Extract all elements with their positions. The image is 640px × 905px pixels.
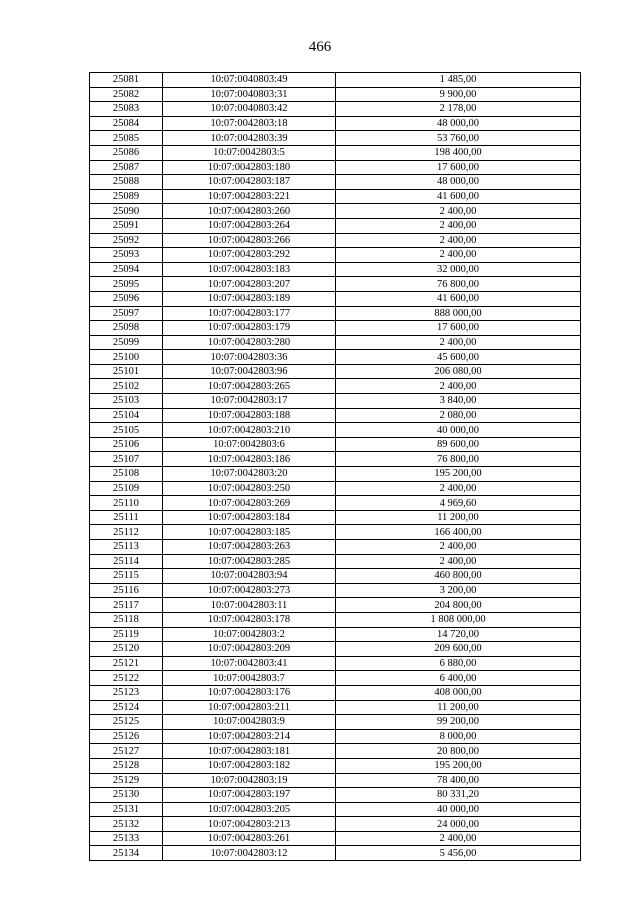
cadastral-number-cell: 10:07:0042803:263 [163, 540, 336, 555]
cadastral-value-cell: 9 900,00 [336, 87, 581, 102]
table-row [90, 802, 581, 817]
table-row [90, 189, 581, 204]
cadastral-value-cell: 14 720,00 [336, 627, 581, 642]
cadastral-value-cell: 888 000,00 [336, 306, 581, 321]
cadastral-value-cell: 17 600,00 [336, 160, 581, 175]
row-number-cell: 25086 [90, 145, 163, 160]
cadastral-value-cell: 80 331,20 [336, 788, 581, 803]
table-row [90, 175, 581, 190]
cadastral-number-cell: 10:07:0042803:260 [163, 204, 336, 219]
table-row [90, 598, 581, 613]
cadastral-number-cell: 10:07:0042803:184 [163, 510, 336, 525]
cadastral-value-cell: 20 800,00 [336, 744, 581, 759]
table-row [90, 744, 581, 759]
cadastral-number-cell: 10:07:0042803:17 [163, 394, 336, 409]
table-row [90, 700, 581, 715]
cadastral-number-cell: 10:07:0042803:5 [163, 145, 336, 160]
row-number-cell: 25114 [90, 554, 163, 569]
cadastral-number-cell: 10:07:0042803:180 [163, 160, 336, 175]
cadastral-number-cell: 10:07:0042803:20 [163, 467, 336, 482]
cadastral-number-cell: 10:07:0042803:210 [163, 423, 336, 438]
cadastral-number-cell: 10:07:0040803:42 [163, 102, 336, 117]
cadastral-value-cell: 4 969,60 [336, 496, 581, 511]
cadastral-value-cell: 2 400,00 [336, 481, 581, 496]
cadastral-value-cell: 2 080,00 [336, 408, 581, 423]
row-number-cell: 25133 [90, 831, 163, 846]
cadastral-value-cell: 2 400,00 [336, 379, 581, 394]
row-number-cell: 25083 [90, 102, 163, 117]
cadastral-value-cell: 209 600,00 [336, 642, 581, 657]
cadastral-value-cell: 408 000,00 [336, 685, 581, 700]
cadastral-number-cell: 10:07:0042803:183 [163, 262, 336, 277]
cadastral-value-cell: 1 808 000,00 [336, 612, 581, 627]
cadastral-number-cell: 10:07:0042803:189 [163, 291, 336, 306]
row-number-cell: 25108 [90, 467, 163, 482]
cadastral-value-cell: 3 840,00 [336, 394, 581, 409]
row-number-cell: 25096 [90, 291, 163, 306]
row-number-cell: 25094 [90, 262, 163, 277]
table-row [90, 87, 581, 102]
table-row [90, 102, 581, 117]
table-row [90, 481, 581, 496]
cadastral-number-cell: 10:07:0042803:264 [163, 218, 336, 233]
row-number-cell: 25109 [90, 481, 163, 496]
cadastral-number-cell: 10:07:0042803:12 [163, 846, 336, 861]
row-number-cell: 25111 [90, 510, 163, 525]
row-number-cell: 25106 [90, 437, 163, 452]
cadastral-number-cell: 10:07:0042803:176 [163, 685, 336, 700]
table-row [90, 233, 581, 248]
table-row [90, 656, 581, 671]
table-row [90, 773, 581, 788]
table-row [90, 642, 581, 657]
cadastral-value-cell: 2 400,00 [336, 248, 581, 263]
cadastral-number-cell: 10:07:0042803:186 [163, 452, 336, 467]
cadastral-value-cell: 5 456,00 [336, 846, 581, 861]
cadastral-number-cell: 10:07:0042803:185 [163, 525, 336, 540]
cadastral-number-cell: 10:07:0042803:177 [163, 306, 336, 321]
table-row [90, 306, 581, 321]
row-number-cell: 25128 [90, 758, 163, 773]
table-row [90, 379, 581, 394]
row-number-cell: 25115 [90, 569, 163, 584]
table-row [90, 496, 581, 511]
row-number-cell: 25124 [90, 700, 163, 715]
cadastral-number-cell: 10:07:0042803:11 [163, 598, 336, 613]
table-row [90, 685, 581, 700]
cadastral-number-cell: 10:07:0042803:205 [163, 802, 336, 817]
table-row [90, 145, 581, 160]
cadastral-number-cell: 10:07:0042803:292 [163, 248, 336, 263]
row-number-cell: 25097 [90, 306, 163, 321]
row-number-cell: 25103 [90, 394, 163, 409]
table-row [90, 831, 581, 846]
cadastral-number-cell: 10:07:0042803:211 [163, 700, 336, 715]
row-number-cell: 25092 [90, 233, 163, 248]
table-row [90, 291, 581, 306]
row-number-cell: 25093 [90, 248, 163, 263]
cadastral-value-cell: 53 760,00 [336, 131, 581, 146]
cadastral-value-table [89, 72, 581, 861]
row-number-cell: 25125 [90, 715, 163, 730]
row-number-cell: 25131 [90, 802, 163, 817]
cadastral-number-cell: 10:07:0042803:181 [163, 744, 336, 759]
cadastral-number-cell: 10:07:0042803:41 [163, 656, 336, 671]
cadastral-number-cell: 10:07:0042803:18 [163, 116, 336, 131]
cadastral-value-cell: 2 400,00 [336, 233, 581, 248]
table-row [90, 788, 581, 803]
row-number-cell: 25105 [90, 423, 163, 438]
row-number-cell: 25090 [90, 204, 163, 219]
table-row [90, 715, 581, 730]
page-number: 466 [308, 39, 332, 55]
cadastral-value-cell: 206 080,00 [336, 364, 581, 379]
cadastral-value-cell: 2 400,00 [336, 335, 581, 350]
cadastral-number-cell: 10:07:0042803:178 [163, 612, 336, 627]
row-number-cell: 25100 [90, 350, 163, 365]
cadastral-value-cell: 1 485,00 [336, 73, 581, 88]
table-row [90, 248, 581, 263]
table-row [90, 204, 581, 219]
cadastral-number-cell: 10:07:0042803:7 [163, 671, 336, 686]
row-number-cell: 25087 [90, 160, 163, 175]
cadastral-number-cell: 10:07:0042803:214 [163, 729, 336, 744]
cadastral-number-cell: 10:07:0042803:209 [163, 642, 336, 657]
cadastral-number-cell: 10:07:0042803:197 [163, 788, 336, 803]
row-number-cell: 25130 [90, 788, 163, 803]
row-number-cell: 25082 [90, 87, 163, 102]
table-row [90, 817, 581, 832]
cadastral-number-cell: 10:07:0042803:94 [163, 569, 336, 584]
cadastral-value-cell: 2 400,00 [336, 540, 581, 555]
cadastral-value-cell: 195 200,00 [336, 467, 581, 482]
cadastral-value-cell: 24 000,00 [336, 817, 581, 832]
row-number-cell: 25088 [90, 175, 163, 190]
table-row [90, 540, 581, 555]
row-number-cell: 25095 [90, 277, 163, 292]
row-number-cell: 25102 [90, 379, 163, 394]
cadastral-value-cell: 76 800,00 [336, 277, 581, 292]
table-row [90, 131, 581, 146]
cadastral-value-cell: 2 178,00 [336, 102, 581, 117]
table-row [90, 846, 581, 861]
table-row [90, 437, 581, 452]
cadastral-value-cell: 48 000,00 [336, 116, 581, 131]
cadastral-value-cell: 41 600,00 [336, 291, 581, 306]
row-number-cell: 25122 [90, 671, 163, 686]
cadastral-value-cell: 198 400,00 [336, 145, 581, 160]
row-number-cell: 25120 [90, 642, 163, 657]
table-row [90, 583, 581, 598]
row-number-cell: 25116 [90, 583, 163, 598]
row-number-cell: 25123 [90, 685, 163, 700]
cadastral-value-cell: 6 400,00 [336, 671, 581, 686]
cadastral-number-cell: 10:07:0042803:9 [163, 715, 336, 730]
table-row [90, 525, 581, 540]
cadastral-value-cell: 11 200,00 [336, 510, 581, 525]
table-row [90, 671, 581, 686]
row-number-cell: 25101 [90, 364, 163, 379]
cadastral-number-cell: 10:07:0042803:96 [163, 364, 336, 379]
cadastral-number-cell: 10:07:0042803:36 [163, 350, 336, 365]
cadastral-value-cell: 17 600,00 [336, 321, 581, 336]
table-row [90, 277, 581, 292]
row-number-cell: 25104 [90, 408, 163, 423]
table-row [90, 350, 581, 365]
table-row [90, 408, 581, 423]
cadastral-value-cell: 48 000,00 [336, 175, 581, 190]
table-row [90, 262, 581, 277]
row-number-cell: 25084 [90, 116, 163, 131]
cadastral-value-cell: 89 600,00 [336, 437, 581, 452]
cadastral-value-cell: 2 400,00 [336, 204, 581, 219]
cadastral-number-cell: 10:07:0042803:207 [163, 277, 336, 292]
row-number-cell: 25112 [90, 525, 163, 540]
cadastral-number-cell: 10:07:0042803:285 [163, 554, 336, 569]
row-number-cell: 25085 [90, 131, 163, 146]
table-row [90, 394, 581, 409]
table-row [90, 218, 581, 233]
cadastral-value-cell: 6 880,00 [336, 656, 581, 671]
table-row [90, 321, 581, 336]
row-number-cell: 25091 [90, 218, 163, 233]
cadastral-value-cell: 166 400,00 [336, 525, 581, 540]
table-row [90, 569, 581, 584]
table-row [90, 116, 581, 131]
cadastral-number-cell: 10:07:0042803:261 [163, 831, 336, 846]
row-number-cell: 25117 [90, 598, 163, 613]
cadastral-value-cell: 460 800,00 [336, 569, 581, 584]
cadastral-number-cell: 10:07:0042803:188 [163, 408, 336, 423]
row-number-cell: 25126 [90, 729, 163, 744]
cadastral-number-cell: 10:07:0042803:182 [163, 758, 336, 773]
table-row [90, 612, 581, 627]
row-number-cell: 25121 [90, 656, 163, 671]
cadastral-number-cell: 10:07:0040803:49 [163, 73, 336, 88]
cadastral-number-cell: 10:07:0042803:39 [163, 131, 336, 146]
cadastral-number-cell: 10:07:0042803:280 [163, 335, 336, 350]
cadastral-value-cell: 3 200,00 [336, 583, 581, 598]
table-row [90, 335, 581, 350]
cadastral-number-cell: 10:07:0042803:266 [163, 233, 336, 248]
cadastral-value-cell: 2 400,00 [336, 218, 581, 233]
cadastral-number-cell: 10:07:0040803:31 [163, 87, 336, 102]
cadastral-value-cell: 11 200,00 [336, 700, 581, 715]
table-row [90, 452, 581, 467]
cadastral-number-cell: 10:07:0042803:19 [163, 773, 336, 788]
cadastral-value-cell: 40 000,00 [336, 423, 581, 438]
cadastral-value-cell: 8 000,00 [336, 729, 581, 744]
cadastral-number-cell: 10:07:0042803:187 [163, 175, 336, 190]
table-row [90, 627, 581, 642]
table-row [90, 467, 581, 482]
cadastral-value-cell: 2 400,00 [336, 554, 581, 569]
row-number-cell: 25081 [90, 73, 163, 88]
cadastral-number-cell: 10:07:0042803:250 [163, 481, 336, 496]
row-number-cell: 25089 [90, 189, 163, 204]
cadastral-value-cell: 99 200,00 [336, 715, 581, 730]
row-number-cell: 25099 [90, 335, 163, 350]
row-number-cell: 25110 [90, 496, 163, 511]
cadastral-number-cell: 10:07:0042803:265 [163, 379, 336, 394]
row-number-cell: 25134 [90, 846, 163, 861]
cadastral-number-cell: 10:07:0042803:179 [163, 321, 336, 336]
cadastral-number-cell: 10:07:0042803:269 [163, 496, 336, 511]
table-row [90, 423, 581, 438]
table-row [90, 729, 581, 744]
row-number-cell: 25129 [90, 773, 163, 788]
cadastral-value-cell: 32 000,00 [336, 262, 581, 277]
cadastral-number-cell: 10:07:0042803:6 [163, 437, 336, 452]
table-row [90, 554, 581, 569]
row-number-cell: 25132 [90, 817, 163, 832]
row-number-cell: 25118 [90, 612, 163, 627]
table-row [90, 73, 581, 88]
table-row [90, 510, 581, 525]
cadastral-value-cell: 76 800,00 [336, 452, 581, 467]
cadastral-number-cell: 10:07:0042803:213 [163, 817, 336, 832]
cadastral-value-cell: 40 000,00 [336, 802, 581, 817]
cadastral-value-cell: 195 200,00 [336, 758, 581, 773]
row-number-cell: 25119 [90, 627, 163, 642]
cadastral-value-cell: 2 400,00 [336, 831, 581, 846]
cadastral-value-cell: 78 400,00 [336, 773, 581, 788]
cadastral-value-cell: 45 600,00 [336, 350, 581, 365]
cadastral-number-cell: 10:07:0042803:221 [163, 189, 336, 204]
row-number-cell: 25098 [90, 321, 163, 336]
row-number-cell: 25107 [90, 452, 163, 467]
cadastral-number-cell: 10:07:0042803:2 [163, 627, 336, 642]
table-row [90, 364, 581, 379]
cadastral-number-cell: 10:07:0042803:273 [163, 583, 336, 598]
row-number-cell: 25113 [90, 540, 163, 555]
cadastral-value-cell: 41 600,00 [336, 189, 581, 204]
row-number-cell: 25127 [90, 744, 163, 759]
cadastral-value-cell: 204 800,00 [336, 598, 581, 613]
table-row [90, 160, 581, 175]
table-row [90, 758, 581, 773]
table-body [90, 73, 581, 861]
